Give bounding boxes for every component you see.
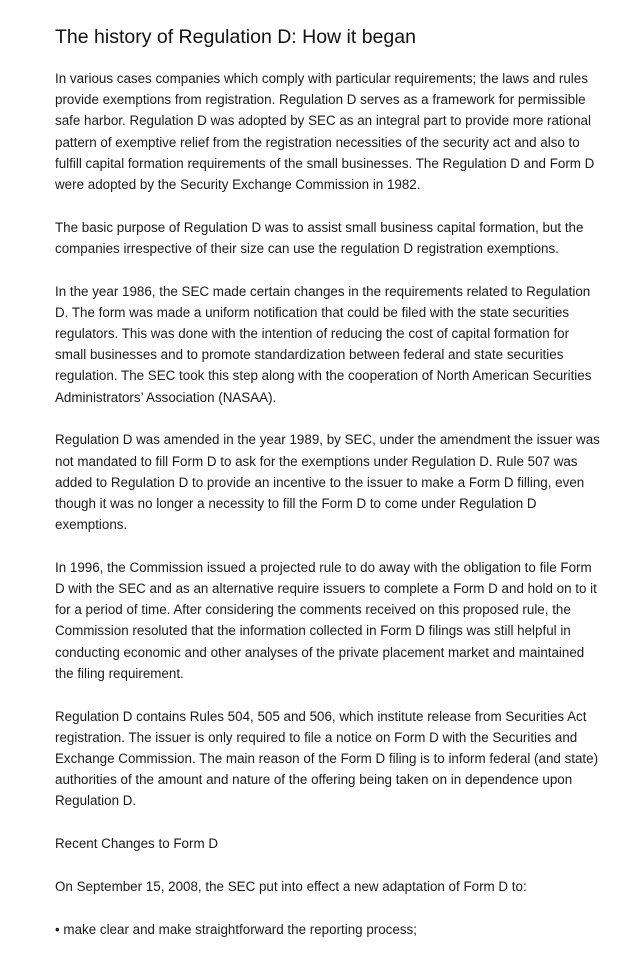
paragraph-1996-proposal: In 1996, the Commission issued a projected rule to do away with the obligation to file Form D with the SEC and as an alternative require issuers to complete a Form D and hold on to it for a period of time. After considering the comments received on this proposed rule, the Commission resoluted that the information collected in Form D filings was still helpful in conducting economic and other analyses of the private placement market and maintained the filing requirement. [55,559,597,681]
paragraph-basic-purpose: The basic purpose of Regulation D was to assist small business capital formation, but the companies irrespective of their size can use the regulation D registration exemptions. [55,219,584,256]
paragraph-2008-intro: On September 15, 2008, the SEC put into effect a new adaptation of Form D to: [55,878,527,894]
section-heading-recent-changes: Recent Changes to Form D [55,836,218,852]
paragraph-rules-504-505-506: Regulation D contains Rules 504, 505 and 506, which institute release from Securities Act registration. The issuer is only required to file a notice on Form D with the Securities and Exchange Commission. The main reason of the Form D filing is to inform federal (and state) authorities of the amount and nature of the offering being taken on in dependence upon Regulation D. [55,708,599,809]
paragraph-1989-amendment: Regulation D was amended in the year 1989, by SEC, under the amendment the issuer was not mandated to fill Form D to ask for the exemptions under Regulation D. Rule 507 was added to Regulation D to provide an incentive to the issuer to make a Form D filling, even though it was no longer a necessity to fill the Form D to come under Regulation D exemptions. [55,432,600,533]
document-page [55,24,600,961]
page-title: The history of Regulation D: How it began [55,26,416,48]
paragraph-1986-changes: In the year 1986, the SEC made certain changes in the requirements related to Regulation D. The form was made a uniform notification that could be filed with the state securities regulators. This was done with the intention of reducing the cost of capital formation for small businesses and to promote standardization between federal and state securities regulation. The SEC took this step along with the cooperation of North American Securities Administrators’ Association (NASAA). [55,283,592,405]
paragraph-introduction: In various cases companies which comply with particular requirements; the laws and rules provide exemptions from registration. Regulation D serves as a framework for permissible safe harbor. Regulation D was adopted by SEC as an integral part to provide more rational pattern of exemptive relief from the registration necessities of the security act and also to fulfill capital formation requirements of the small businesses. The Regulation D and Form D were adopted by the Security Exchange Commission in 1982. [55,71,595,193]
bullet-item: • make clear and make straightforward the reporting process; [55,921,417,937]
